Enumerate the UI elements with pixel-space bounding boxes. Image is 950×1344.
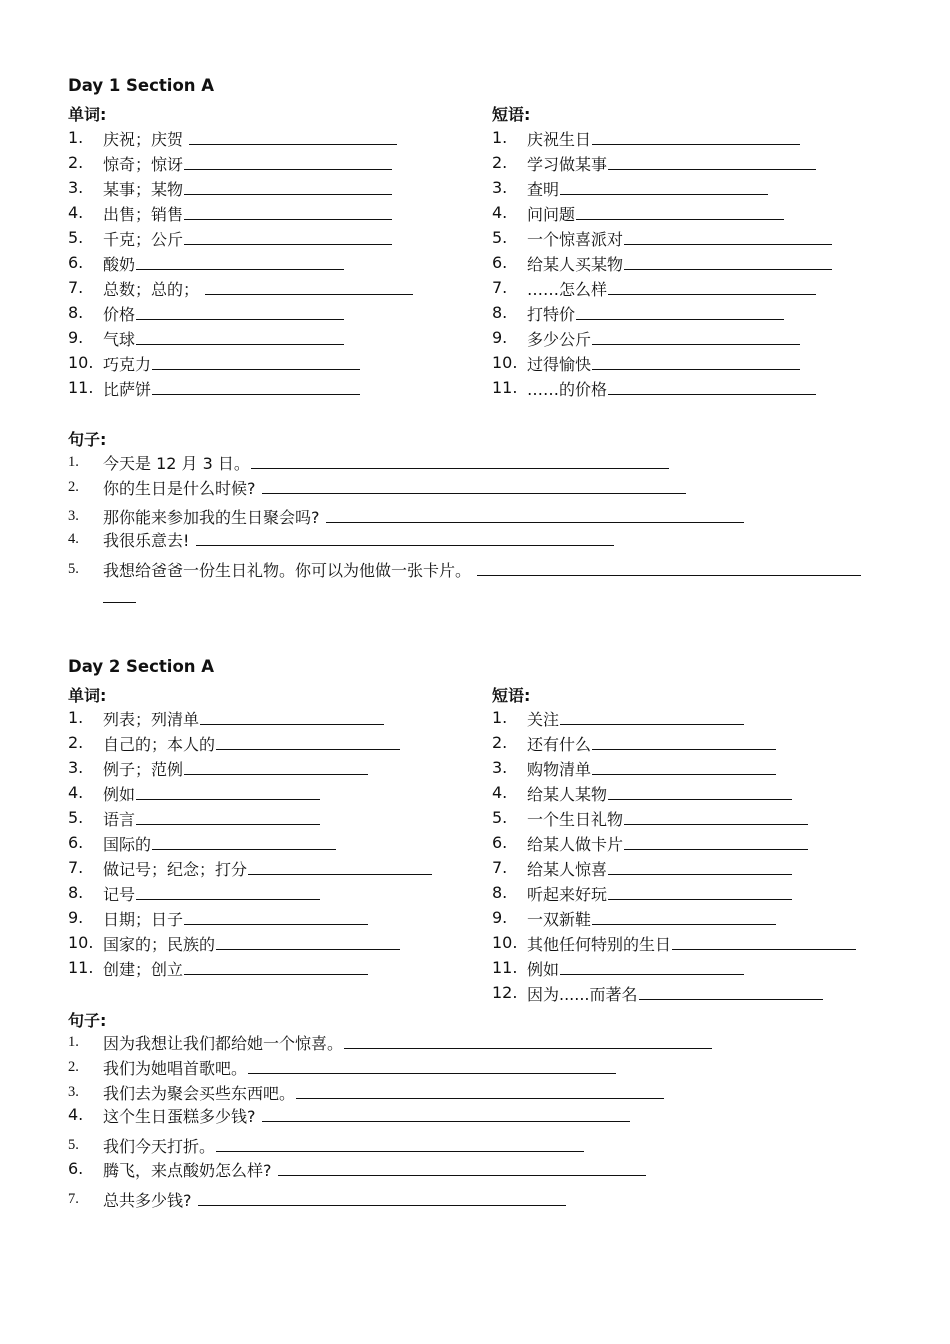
answer-blank[interactable]	[152, 378, 360, 395]
answer-blank[interactable]	[216, 733, 400, 750]
answer-blank[interactable]	[278, 1159, 646, 1176]
answer-blank[interactable]	[608, 883, 792, 900]
answer-blank[interactable]	[184, 153, 392, 170]
answer-blank[interactable]	[624, 808, 808, 825]
answer-blank[interactable]	[184, 178, 392, 195]
day2-phrases-label: 短语:	[492, 686, 531, 705]
answer-blank[interactable]	[136, 303, 344, 320]
answer-blank[interactable]	[184, 958, 368, 975]
answer-blank[interactable]	[136, 808, 320, 825]
answer-blank[interactable]	[477, 559, 861, 576]
answer-blank[interactable]	[560, 708, 744, 725]
day2-words-label: 单词:	[68, 686, 107, 705]
answer-blank[interactable]	[262, 477, 686, 494]
day2-sentences-label: 句子:	[68, 1011, 107, 1030]
answer-blank[interactable]	[592, 758, 776, 775]
answer-blank[interactable]	[184, 228, 392, 245]
day1-phrases-label: 短语:	[492, 105, 531, 124]
answer-blank[interactable]	[592, 733, 776, 750]
answer-blank-continuation[interactable]	[103, 586, 136, 603]
answer-blank[interactable]	[608, 378, 816, 395]
answer-blank[interactable]	[198, 1189, 566, 1206]
answer-blank[interactable]	[624, 833, 808, 850]
day1-title: Day 1 Section A	[68, 76, 215, 95]
answer-blank[interactable]	[592, 128, 800, 145]
answer-blank[interactable]	[248, 858, 432, 875]
answer-blank[interactable]	[560, 958, 744, 975]
answer-blank[interactable]	[189, 128, 397, 145]
answer-blank[interactable]	[576, 203, 784, 220]
day2-title: Day 2 Section A	[68, 657, 215, 676]
answer-blank[interactable]	[624, 253, 832, 270]
answer-blank[interactable]	[136, 328, 344, 345]
answer-blank[interactable]	[560, 178, 768, 195]
day1-sentences-label: 句子:	[68, 430, 107, 449]
answer-blank[interactable]	[184, 908, 368, 925]
answer-blank[interactable]	[248, 1057, 616, 1074]
answer-blank[interactable]	[344, 1032, 712, 1049]
answer-blank[interactable]	[205, 278, 413, 295]
answer-blank[interactable]	[608, 783, 792, 800]
answer-blank[interactable]	[184, 758, 368, 775]
answer-blank[interactable]	[296, 1082, 664, 1099]
answer-blank[interactable]	[608, 153, 816, 170]
answer-blank[interactable]	[216, 1135, 584, 1152]
answer-blank[interactable]	[576, 303, 784, 320]
answer-blank[interactable]	[608, 858, 792, 875]
answer-blank[interactable]	[251, 452, 669, 469]
answer-blank[interactable]	[262, 1105, 630, 1122]
answer-blank[interactable]	[592, 353, 800, 370]
answer-blank[interactable]	[608, 278, 816, 295]
answer-blank[interactable]	[136, 783, 320, 800]
day1-words-label: 单词:	[68, 105, 107, 124]
answer-blank[interactable]	[196, 529, 614, 546]
answer-blank[interactable]	[326, 506, 744, 523]
answer-blank[interactable]	[152, 353, 360, 370]
answer-blank[interactable]	[216, 933, 400, 950]
answer-blank[interactable]	[184, 203, 392, 220]
answer-blank[interactable]	[624, 228, 832, 245]
answer-blank[interactable]	[136, 883, 320, 900]
answer-blank[interactable]	[152, 833, 336, 850]
answer-blank[interactable]	[672, 933, 856, 950]
answer-blank[interactable]	[136, 253, 344, 270]
answer-blank[interactable]	[200, 708, 384, 725]
answer-blank[interactable]	[592, 328, 800, 345]
answer-blank[interactable]	[592, 908, 776, 925]
answer-blank[interactable]	[639, 983, 823, 1000]
